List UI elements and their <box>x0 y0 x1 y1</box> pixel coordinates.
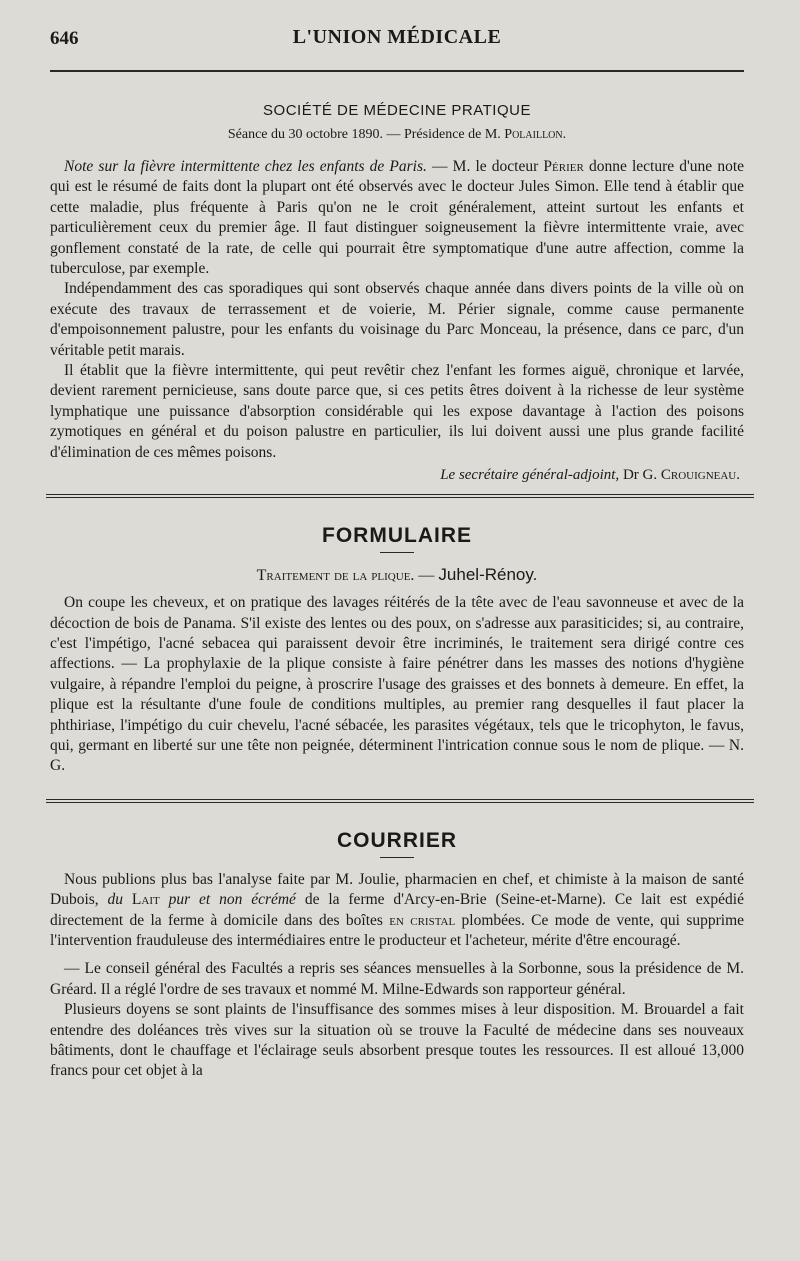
section-divider-2 <box>46 799 754 803</box>
formulaire-section <box>50 524 744 777</box>
subheading-author: Juhel-Rénoy. <box>438 565 538 585</box>
president-name: Polaillon. <box>504 127 567 142</box>
courrier-heading: COURRIER <box>336 828 457 852</box>
running-head <box>50 0 744 70</box>
signature <box>54 467 740 484</box>
courrier-paragraph-2: — Le conseil général des Facultés a repris ses séances mensuelles à la Sorbonne, sous la présidence de M. Gréard. Il a réglé l'ordre de ses travaux et nommé M. Milne-Edwards son rapporteur général. <box>50 960 744 998</box>
p1-part-c: plombées. Ce mode de vente, qui supprime l'intervention frauduleuse des intermédiaires entre le producteur et l'acheteur, mérite d'être encouragé. <box>50 911 744 949</box>
society-paragraph-1 <box>50 157 744 279</box>
p1-part-a: Nous publions plus bas l'analyse faite par M. Joulie, pharmacien en chef, et chimiste à la maison de santé Dubois, <box>50 870 744 909</box>
section-divider <box>46 494 754 498</box>
p1-italic: du <box>107 891 124 909</box>
p1-en-cristal: en cristal <box>389 911 456 929</box>
paragraph-gap <box>50 951 744 959</box>
header-rule <box>50 70 744 72</box>
formulaire-heading: FORMULAIRE <box>322 524 472 548</box>
session-line <box>50 127 744 143</box>
formulaire-paragraph: On coupe les cheveux, et on pratique des lavages réitérés de la tête avec de l'eau savonneuse et avec de la décoction de bois de Panama. S'il existe des lentes ou des poux, on s'adresse aux parasiticides; si, au contraire, c'est l'impétigo, l'acné sebacea qui paraissent devoir être incriminés, le traitement sera dirigé contre ces affections. — La prophylaxie de la plique consiste à faire pénétrer dans les masses des notions d'hygiène vulgaire, à répandre l'emploi du peigne, à proscrire l'usage des graisses et des bonnets à demeure. En effet, la plique est la résultante d'une foule de conditions multiples, au premier rang desquelles il faut placer la phthiriase, l'impétigo du cuir chevelu, l'acné sébacée, les parasites végétaux, tels que le tricophyton, le favus, qui, germant en liberté sur une tête non peignée, déterminent l'intrication connue sous le nom de plique. — N. G. <box>50 594 744 775</box>
session-text: Séance du 30 octobre 1890. — Présidence de M. <box>227 127 505 142</box>
courrier-paragraph-1 <box>50 870 744 952</box>
courrier-paragraph-3: Plusieurs doyens se sont plaints de l'insuffisance des sommes mises à leur disposition. M. Brouardel a fait entendre des doléances très vives sur la situation où se trouve la Faculté de médecine dans ses nouveaux bâtiments, dont le chauffage et l'éclairage seuls absorbent presque toutes les ressources. Il est alloué 13,000 francs pour cet objet à la <box>50 1001 744 1080</box>
p1-rest: donne lecture d'une note qui est le résumé de faits dont la plupart ont été observés avec le docteur Jules Simon. Elle tend à établir que cette maladie, plus fréquente à Paris qu'on ne le croit généralement, atteint surtout les enfants et particulièrement ceux du premier âge. Il faut distinguer soigneusement la fièvre intermittente vraie, avec gonflement constaté de la rate, de celle qui pourrait être symptomatique d'une autre affection, comme la tuberculose, par exemple. <box>50 158 745 278</box>
page-number: 646 <box>50 28 79 49</box>
society-paragraph-2: Indépendamment des cas sporadiques qui sont observés chaque année dans divers points de la ville où on exécute des travaux de terrassement et de voierie, M. Périer signale, comme cause permanente d'empoisonnement palustre, pour les enfants du voisinage du Parc Monceau, la présence, dans ce parc, d'un véritable petit marais. <box>50 280 744 359</box>
courrier-section <box>50 829 744 1082</box>
p1-mid: — M. le docteur <box>426 158 544 175</box>
signature-name: Crouigneau. <box>660 467 740 484</box>
p1-italic-2: pur et non écrémé <box>159 891 296 909</box>
heading-underline <box>380 552 414 553</box>
p1-part-b: de la ferme d'Arcy-en-Brie (Seine-et-Marne). Ce lait est expédié directement de la ferme à domicile dans des boîtes <box>50 891 744 929</box>
perier-name: Périer <box>543 158 584 175</box>
signature-role: Le secrétaire général-adjoint, <box>440 467 620 484</box>
society-section <box>50 102 744 484</box>
society-paragraph-3: Il établit que la fièvre intermittente, qui peut revêtir chez l'enfant les formes aiguë, chronique et larvée, devient rarement pernicieuse, sans doute parce que, si ces petits êtres doivent à la richesse de leur système lymphatique une puissance d'absorption considérable qui les expose davantage à l'action des poisons zymotiques en général et du poison palustre en particulier, ils lui doivent aussi une plus grande facilité d'élimination de ces mêmes poisons. <box>50 362 744 461</box>
signature-title: Dr G. <box>619 467 661 484</box>
society-heading: SOCIÉTÉ DE MÉDECINE PRATIQUE <box>263 102 531 119</box>
journal-title: L'UNION MÉDICALE <box>292 26 502 48</box>
subheading-title: Traitement de la plique. <box>256 567 415 585</box>
formulaire-subheading <box>50 565 744 585</box>
note-title: Note sur la fièvre intermittente chez les enfants de Paris. <box>64 158 427 175</box>
courrier-underline <box>380 857 414 858</box>
subheading-dash: — <box>414 567 439 585</box>
p1-lait: Lait <box>123 891 160 909</box>
